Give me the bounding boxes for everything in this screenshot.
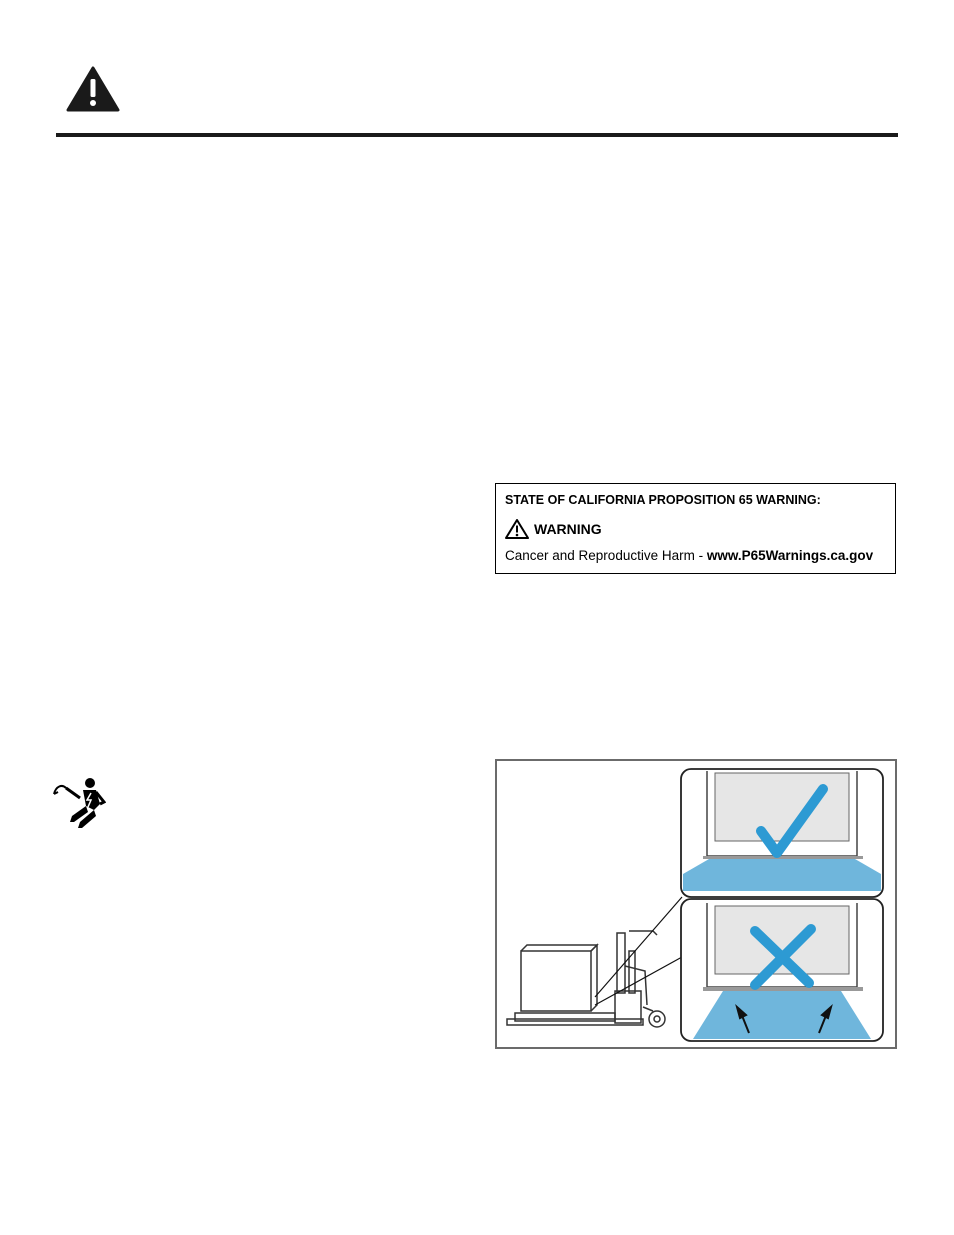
warning-triangle-icon [504,518,530,540]
incorrect-panel [681,899,883,1041]
prop65-warning-row [504,518,602,540]
prop65-warning-box [495,483,896,574]
prop65-title: STATE OF CALIFORNIA PROPOSITION 65 WARNING: [505,493,821,507]
header-rule [56,133,898,137]
prop65-url-link[interactable]: www.P65Warnings.ca.gov [706,548,874,563]
warning-triangle-icon [66,66,120,112]
zoom-lines [595,897,682,1005]
moving-illustration [495,759,897,1049]
pallet-jack-figure [497,761,895,1047]
electrical-shock-hazard-icon [50,776,106,830]
prop65-body-text [505,548,873,563]
correct-panel [681,769,883,897]
prop65-harm-text: Cancer and Reproductive Harm - [505,548,707,563]
prop65-warning-label: WARNING [534,521,602,537]
